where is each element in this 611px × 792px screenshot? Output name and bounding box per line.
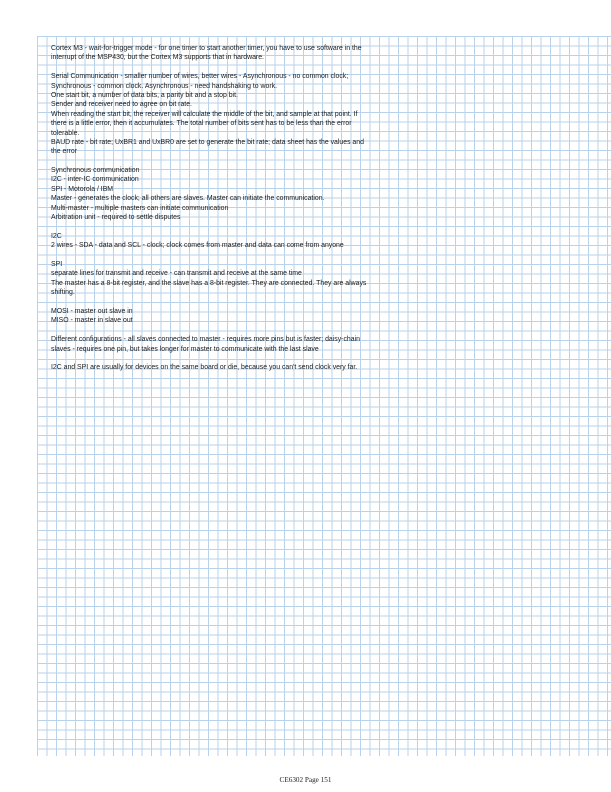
text-line: Sender and receiver need to agree on bit rate. bbox=[51, 101, 192, 109]
text-line: slaves - requires one pin, but takes longer for master to communicate with the last slave bbox=[51, 345, 319, 353]
paragraph-spacer bbox=[51, 63, 411, 72]
text-line: Different configurations - all slaves connected to master - requires more pins but is faster; daisy-chain bbox=[51, 336, 360, 344]
text-line: there is a little error, then it accumulates. The total number of bits sent has to be less than the error bbox=[51, 120, 352, 128]
paragraph-cortex-m3 bbox=[51, 44, 411, 63]
paragraph-spacer bbox=[51, 157, 411, 166]
note-body bbox=[51, 44, 411, 373]
text-line: Arbitration unit - required to settle disputes bbox=[51, 214, 181, 222]
text-line: shifting. bbox=[51, 289, 75, 297]
text-line: The master has a 8-bit register, and the slave has a 8-bit register. They are connected. They are always bbox=[51, 279, 367, 287]
text-line: I2C and SPI are usually for devices on the same board or die, because you can't send clock very far. bbox=[51, 364, 358, 372]
text-line: When reading the start bit, the receiver will calculate the middle of the bit, and sample at that point. If bbox=[51, 110, 358, 118]
paragraph-spacer bbox=[51, 251, 411, 260]
paragraph-spi bbox=[51, 260, 411, 298]
page-footer: CE6302 Page 151 bbox=[279, 776, 332, 784]
text-line: Master - generates the clock; all others are slaves. Master can initiate the communication. bbox=[51, 195, 325, 203]
paragraph-mosi-miso bbox=[51, 307, 411, 326]
text-line: I2C - inter-IC communication bbox=[51, 176, 139, 184]
text-line: Serial Communication - smaller number of wires, better wires - Asynchronous - no common clock; bbox=[51, 73, 349, 81]
text-line: tolerable. bbox=[51, 129, 80, 137]
paragraph-configurations bbox=[51, 335, 411, 354]
text-line: interrupt of the MSP430, but the Cortex M3 supports that in hardware. bbox=[51, 54, 264, 62]
text-line: BAUD rate - bit rate; UxBR1 and UxBR0 are set to generate the bit rate; data sheet has the values and bbox=[51, 138, 364, 146]
paragraph-i2c-spi-usage bbox=[51, 363, 411, 372]
text-line: Synchronous - common clock. Asynchronous - need handshaking to work. bbox=[51, 82, 277, 90]
paragraph-spacer bbox=[51, 222, 411, 231]
text-line: Synchronous communication bbox=[51, 167, 140, 175]
text-line: One start bit, a number of data bits, a parity bit and a stop bit. bbox=[51, 91, 238, 99]
text-line: the error bbox=[51, 148, 78, 156]
paragraph-spacer bbox=[51, 326, 411, 335]
paragraph-spacer bbox=[51, 298, 411, 307]
paragraph-synchronous-communication bbox=[51, 166, 411, 222]
text-line: I2C bbox=[51, 232, 62, 240]
text-line: 2 wires - SDA - data and SCL - clock; clock comes from master and data can come from anyone bbox=[51, 242, 344, 250]
text-line: Multi-master - multiple masters can initiate communication bbox=[51, 204, 229, 212]
text-line: SPI - Motorola / IBM bbox=[51, 185, 114, 193]
paragraph-i2c bbox=[51, 232, 411, 251]
text-line: MISO - master in slave out bbox=[51, 317, 133, 325]
paragraph-serial-communication bbox=[51, 72, 411, 157]
text-line: separate lines for transmit and receive - can transmit and receive at the same time bbox=[51, 270, 302, 278]
text-line: Cortex M3 - wait-for-trigger mode - for one timer to start another timer, you have to use software in the bbox=[51, 45, 362, 52]
text-line: MOSI - master out slave in bbox=[51, 307, 133, 315]
paragraph-spacer bbox=[51, 354, 411, 363]
text-line: SPI bbox=[51, 260, 63, 268]
